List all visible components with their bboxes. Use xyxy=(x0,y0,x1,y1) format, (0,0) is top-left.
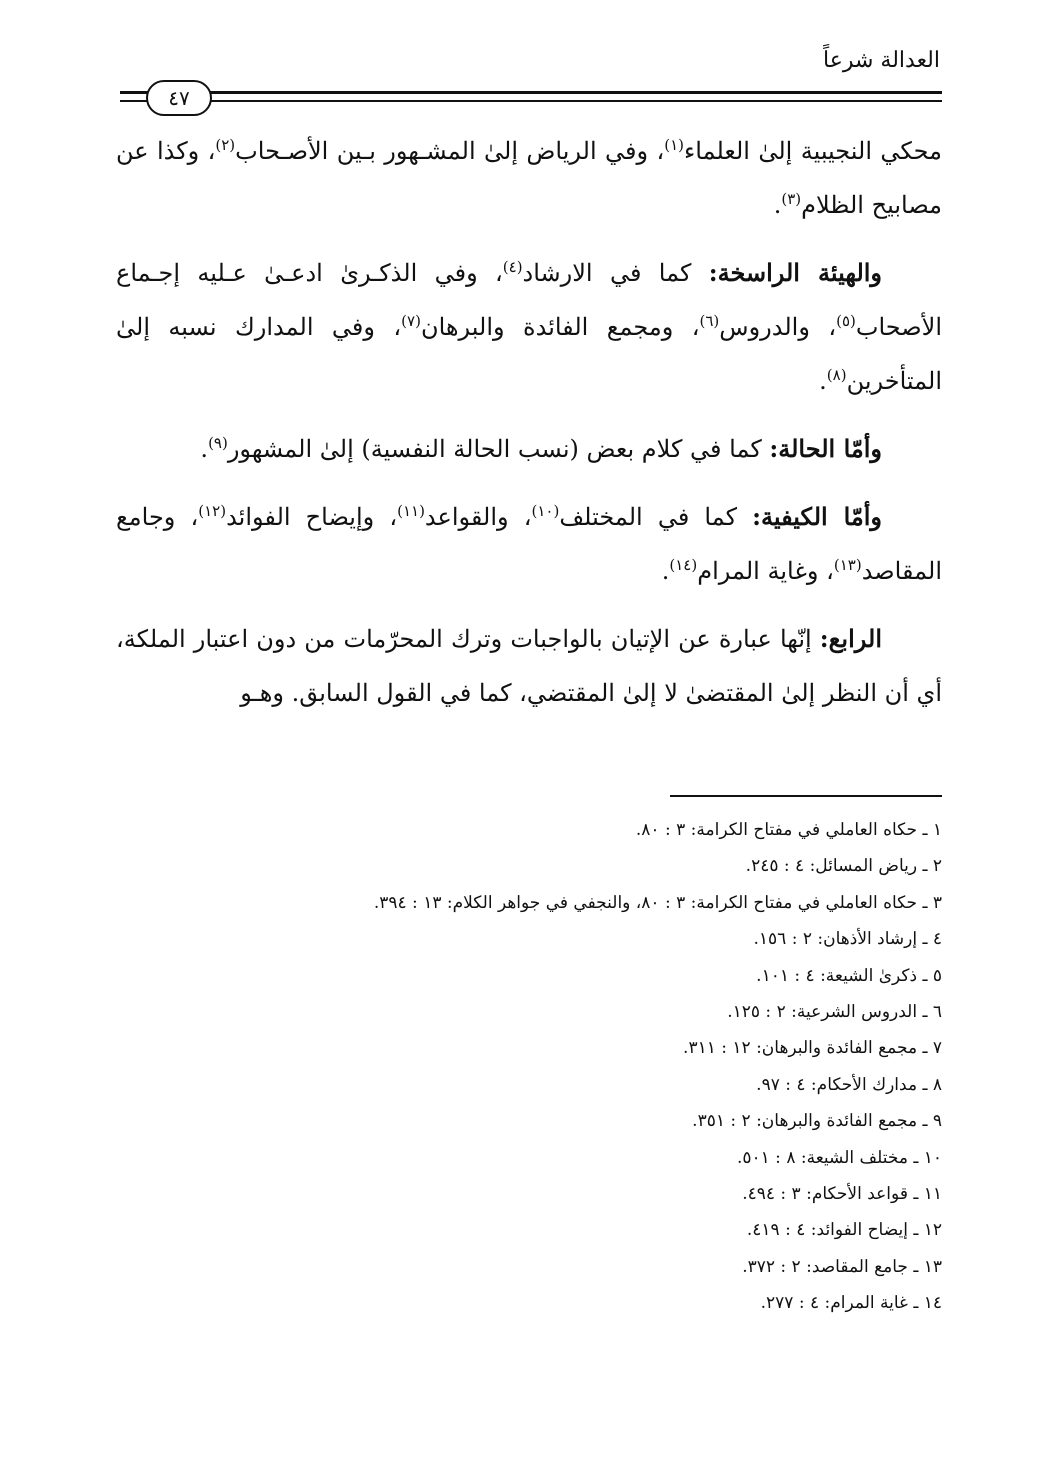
text-segment: ، وجامع المقاصد xyxy=(116,503,942,585)
paragraph-lead: والهيئة الراسخة: xyxy=(708,258,883,287)
footnote-3: ٣ ـ حكاه العاملي في مفتاح الكرامة: ٣ : ٨٠، والنجفي في جواهر الكلام: ١٣ : ٣٩٤. xyxy=(373,892,942,913)
text-segment: ، وغاية المرام xyxy=(697,557,834,585)
footnote-separator xyxy=(670,795,942,797)
footnote-ref-14[interactable]: (١٤) xyxy=(669,556,698,574)
paragraph-3 xyxy=(116,422,942,476)
text-segment: كما في كلام بعض (نسب الحالة النفسية) إلىٰ المشهور xyxy=(227,435,770,463)
text-segment: محكي النجيبية إلىٰ العلماء xyxy=(683,137,942,165)
text-segment: ، والدروس xyxy=(719,313,837,341)
footnote-ref-2[interactable]: (٢) xyxy=(215,136,236,154)
paragraph-2 xyxy=(116,246,942,408)
footnote-ref-6[interactable]: (٦) xyxy=(699,312,720,330)
text-segment: كما في المختلف xyxy=(559,503,753,531)
paragraph-1 xyxy=(116,124,942,232)
footnote-13: ١٣ ـ جامع المقاصد: ٢ : ٣٧٢. xyxy=(742,1256,942,1277)
footnote-12: ١٢ ـ إيضاح الفوائد: ٤ : ٤١٩. xyxy=(746,1220,942,1241)
footnotes xyxy=(116,812,942,1322)
footnote-2: ٢ ـ رياض المسائل: ٤ : ٢٤٥. xyxy=(745,856,942,877)
text-segment: . xyxy=(773,191,782,219)
paragraph-5 xyxy=(116,612,942,720)
text-segment: . xyxy=(200,435,209,463)
text-segment: ، وفي المدارك نسبه إلىٰ المتأخرين xyxy=(116,313,942,395)
text-segment: إنّها عبارة عن الإتيان بالواجبات وترك المحرّمات من دون اعتبار الملكة، أي أن النظر إلىٰ المقتضىٰ لا إلىٰ المقتضي، كما في القول السابق. وهـو xyxy=(116,625,942,707)
footnote-ref-10[interactable]: (١٠) xyxy=(531,502,560,520)
footnote-7: ٧ ـ مجمع الفائدة والبرهان: ١٢ : ٣١١. xyxy=(683,1038,942,1059)
footnote-9: ٩ ـ مجمع الفائدة والبرهان: ٢ : ٣٥١. xyxy=(692,1111,942,1132)
text-segment: . xyxy=(661,557,670,585)
footnote-6: ٦ ـ الدروس الشرعية: ٢ : ١٢٥. xyxy=(727,1002,942,1023)
footnote-ref-1[interactable]: (١) xyxy=(664,136,684,154)
text-segment: ، وفي الذكـرىٰ ادعـىٰ عـليه إجـماع الأصحاب xyxy=(116,259,942,341)
paragraph-lead: وأمّا الكيفية: xyxy=(752,502,882,531)
footnote-10: ١٠ ـ مختلف الشيعة: ٨ : ٥٠١. xyxy=(736,1147,942,1168)
header-rule-thin xyxy=(120,100,942,102)
footnote-1: ١ ـ حكاه العاملي في مفتاح الكرامة: ٣ : ٨٠. xyxy=(635,820,942,840)
header-rule-thick xyxy=(120,91,942,94)
footnote-ref-8[interactable]: (٨) xyxy=(826,366,847,384)
paragraph-4 xyxy=(116,490,942,598)
footnote-ref-9[interactable]: (٩) xyxy=(208,434,228,452)
text-segment: . xyxy=(819,367,827,395)
text-segment: ، ومجمع الفائدة والبرهان xyxy=(420,313,700,341)
footnote-ref-13[interactable]: (١٣) xyxy=(833,556,862,574)
footnote-ref-12[interactable]: (١٢) xyxy=(198,502,227,520)
text-segment: ، وكذا عن مصابيح الظلام xyxy=(116,137,942,219)
footnote-8: ٨ ـ مدارك الأحكام: ٤ : ٩٧. xyxy=(756,1074,942,1095)
footnote-5: ٥ ـ ذكرىٰ الشيعة: ٤ : ١٠١. xyxy=(756,965,942,986)
page-number: ٤٧ xyxy=(146,80,212,116)
text-segment: ، وفي الرياض إلىٰ المشـهور بـين الأصـحاب xyxy=(235,137,665,165)
running-title: العدالة شرعاً xyxy=(823,48,940,73)
main-text xyxy=(116,124,942,734)
footnote-ref-5[interactable]: (٥) xyxy=(836,312,856,330)
footnote-14: ١٤ ـ غاية المرام: ٤ : ٢٧٧. xyxy=(760,1293,942,1314)
text-segment: كما في الارشاد xyxy=(522,259,709,287)
paragraph-lead: وأمّا الحالة: xyxy=(769,434,882,463)
text-segment: ، والقواعد xyxy=(424,503,532,531)
footnote-11: ١١ ـ قواعد الأحكام: ٣ : ٤٩٤. xyxy=(742,1184,942,1205)
footnote-ref-7[interactable]: (٧) xyxy=(401,312,421,330)
footnote-ref-3[interactable]: (٣) xyxy=(781,190,802,208)
text-segment: ، وإيضاح الفوائد xyxy=(226,503,398,531)
paragraph-lead: الرابع: xyxy=(819,624,882,653)
footnote-ref-11[interactable]: (١١) xyxy=(397,502,425,520)
footnote-ref-4[interactable]: (٤) xyxy=(502,258,523,276)
footnote-4: ٤ ـ إرشاد الأذهان: ٢ : ١٥٦. xyxy=(753,929,942,950)
